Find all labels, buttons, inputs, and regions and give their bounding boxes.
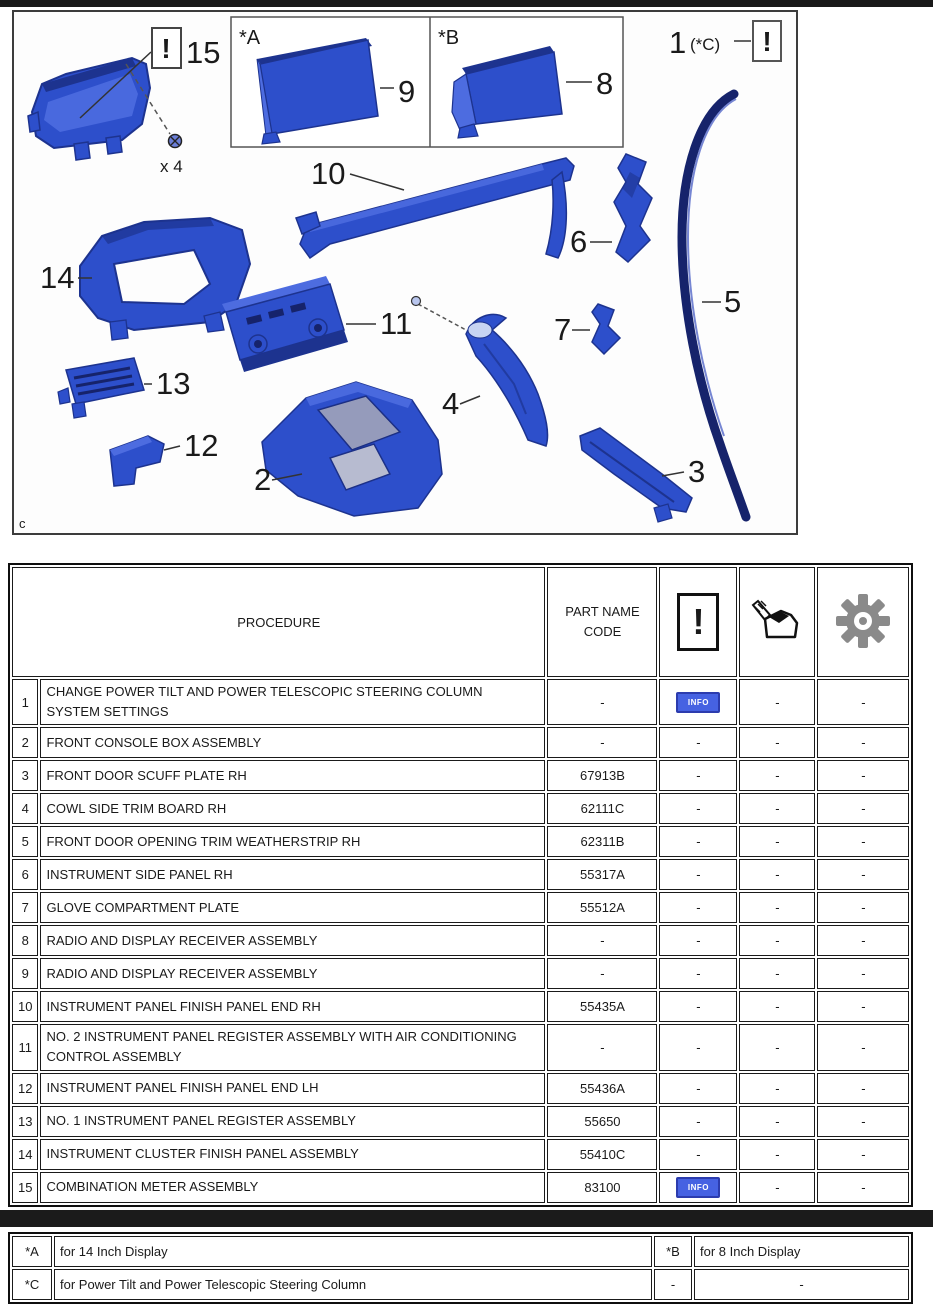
caution-glyph: ! [762,26,772,57]
info-button[interactable]: INFO [676,1177,720,1198]
lubricant-cell: - [739,727,815,758]
top-divider-bar [0,0,933,7]
info-button[interactable]: INFO [676,692,720,713]
diagram-label-3: 3 [688,454,706,489]
lubricant-cell: - [739,1172,815,1203]
procedure-cell: FRONT CONSOLE BOX ASSEMBLY [40,727,545,758]
diagram-label-5: 5 [724,284,742,319]
row-number: 5 [12,826,38,857]
caution-glyph: ! [161,33,171,64]
part-6-instrument-side-panel [614,154,652,262]
screw-count-label: x 4 [160,157,183,176]
caution-cell: - [659,859,737,890]
caution-cell: - [659,826,737,857]
procedure-cell: COMBINATION METER ASSEMBLY [40,1172,545,1203]
diagram-label-6: 6 [570,224,588,259]
lubricant-cell: - [739,1139,815,1170]
part-code-cell: - [547,925,657,956]
table-row [12,1073,909,1104]
table-row [12,1024,909,1070]
part-code-cell: - [547,958,657,989]
diagram-label-1: 1 [669,25,687,60]
row-number: 14 [12,1139,38,1170]
footnote-key: *C [12,1269,52,1300]
table-row [12,1172,909,1203]
footnote-desc: for Power Tilt and Power Telescopic Steering Column [54,1269,652,1300]
settings-cell: - [817,1024,909,1070]
table-row [12,859,909,890]
procedure-cell: FRONT DOOR SCUFF PLATE RH [40,760,545,791]
part-code-cell: - [547,679,657,725]
inset-b-label: *B [438,27,460,49]
table-row [12,727,909,758]
part-name-code-column-header [547,567,657,677]
part-code-cell: 62111C [547,793,657,824]
oil-can-icon [751,599,803,643]
part-12-finish-panel-end-lh [110,436,164,486]
lubricant-cell: - [739,1106,815,1137]
footnote-key: *B [654,1236,692,1267]
footnote-desc: for 14 Inch Display [54,1236,652,1267]
leader-12 [164,446,180,450]
footnote-desc: for 8 Inch Display [694,1236,909,1267]
parts-diagram [12,10,798,535]
procedure-cell: RADIO AND DISPLAY RECEIVER ASSEMBLY [40,958,545,989]
leader-3 [662,472,684,476]
procedure-cell: COWL SIDE TRIM BOARD RH [40,793,545,824]
caution-icon [677,593,719,651]
lubricant-cell: - [739,679,815,725]
settings-cell: - [817,859,909,890]
footnote-table [8,1232,913,1304]
part-code-cell: - [547,1024,657,1070]
leader-4 [460,396,480,404]
figure-corner-letter: c [19,516,26,531]
diagram-label-11: 11 [380,306,413,341]
settings-cell: - [817,1073,909,1104]
row-number: 4 [12,793,38,824]
caution-cell: - [659,793,737,824]
procedure-cell: RADIO AND DISPLAY RECEIVER ASSEMBLY [40,925,545,956]
settings-cell: - [817,727,909,758]
settings-cell: - [817,1139,909,1170]
part-code-cell: 55410C [547,1139,657,1170]
part-code-cell: 83100 [547,1172,657,1203]
procedure-cell: INSTRUMENT PANEL FINISH PANEL END RH [40,991,545,1022]
part-14-cluster-finish-panel [80,218,250,340]
lubricant-cell: - [739,760,815,791]
table-header-row [12,567,909,677]
row-number: 8 [12,925,38,956]
table-row [12,892,909,923]
lubricant-cell: - [739,793,815,824]
footnote-key: *A [12,1236,52,1267]
row-number: 3 [12,760,38,791]
caution-cell: - [659,1139,737,1170]
settings-column-header [817,567,909,677]
settings-cell: - [817,679,909,725]
diagram-label-14: 14 [40,260,75,295]
table-row [12,1106,909,1137]
lubricant-cell: - [739,892,815,923]
diagram-label-8: 8 [596,66,614,101]
caution-cell: - [659,958,737,989]
part-code-cell: 62311B [547,826,657,857]
exploded-view-illustration [14,12,796,533]
caution-cell [659,1172,737,1203]
part-code-cell: 55317A [547,859,657,890]
inset-a-label: *A [239,27,261,49]
lubricant-cell: - [739,925,815,956]
procedure-cell: INSTRUMENT CLUSTER FINISH PANEL ASSEMBLY [40,1139,545,1170]
lubricant-cell: - [739,859,815,890]
lubricant-cell: - [739,826,815,857]
table-row [12,793,909,824]
procedure-cell: NO. 1 INSTRUMENT PANEL REGISTER ASSEMBLY [40,1106,545,1137]
part-code-cell: 67913B [547,760,657,791]
part-name-code-label: PART NAME CODE [565,603,640,639]
footnote-row [12,1269,909,1300]
part-code-cell: 55435A [547,991,657,1022]
screw-icon [412,297,421,306]
part-code-cell: - [547,727,657,758]
diagram-label-7: 7 [554,312,572,347]
lubricant-cell: - [739,991,815,1022]
footnote-key: - [654,1269,692,1300]
procedure-table [8,563,913,1207]
table-row [12,760,909,791]
procedure-cell: CHANGE POWER TILT AND POWER TELESCOPIC STEERING COLUMN SYSTEM SETTINGS [40,679,545,725]
lubricant-cell: - [739,958,815,989]
settings-cell: - [817,991,909,1022]
caution-glyph: ! [692,601,705,642]
settings-cell: - [817,1172,909,1203]
row-number: 1 [12,679,38,725]
footnote-row [12,1236,909,1267]
caution-cell: - [659,1024,737,1070]
caution-cell: - [659,760,737,791]
table-row [12,679,909,725]
part-7-glove-compartment-plate [592,304,620,354]
row-number: 9 [12,958,38,989]
row-number: 2 [12,727,38,758]
diagram-label-15: 15 [186,35,221,70]
table-row [12,958,909,989]
part-code-cell: 55512A [547,892,657,923]
lubricant-cell: - [739,1024,815,1070]
leader-10 [350,174,404,190]
settings-cell: - [817,760,909,791]
table-row [12,991,909,1022]
diagram-label-2: 2 [254,462,272,497]
screw-leader-dashed [418,304,466,330]
row-number: 10 [12,991,38,1022]
part-code-cell: 55650 [547,1106,657,1137]
part-2-front-console-box [262,382,442,516]
caution-cell: - [659,991,737,1022]
table-row [12,826,909,857]
row-number: 11 [12,1024,38,1070]
caution-cell: - [659,1073,737,1104]
part-13-no1-register [58,358,144,418]
caution-cell [659,679,737,725]
caution-cell: - [659,892,737,923]
table-row [12,925,909,956]
diagram-label-12: 12 [184,428,219,463]
diagram-label-9: 9 [398,74,416,109]
procedure-cell: NO. 2 INSTRUMENT PANEL REGISTER ASSEMBLY WITH AIR CONDITIONING CONTROL ASSEMBLY [40,1024,545,1070]
settings-cell: - [817,892,909,923]
diagram-label-13: 13 [156,366,191,401]
diagram-label-1-ref: (*C) [690,35,721,54]
settings-cell: - [817,826,909,857]
row-number: 13 [12,1106,38,1137]
part-4-cowl-side-trim [466,315,548,446]
row-number: 7 [12,892,38,923]
diagram-label-4: 4 [442,386,460,421]
settings-cell: - [817,958,909,989]
settings-cell: - [817,1106,909,1137]
caution-cell: - [659,727,737,758]
caution-cell: - [659,1106,737,1137]
row-number: 15 [12,1172,38,1203]
part-3-door-scuff-plate [580,428,692,522]
section-divider-bar [0,1210,933,1227]
lubricant-cell: - [739,1073,815,1104]
lubricant-column-header [739,567,815,677]
procedure-table-body [12,679,909,1203]
row-number: 12 [12,1073,38,1104]
gear-icon [835,593,891,649]
diagram-label-10: 10 [311,156,346,191]
table-row [12,1139,909,1170]
procedure-cell: FRONT DOOR OPENING TRIM WEATHERSTRIP RH [40,826,545,857]
procedure-cell: INSTRUMENT PANEL FINISH PANEL END LH [40,1073,545,1104]
screw-icon [169,135,182,148]
settings-cell: - [817,793,909,824]
procedure-column-header: PROCEDURE [12,567,545,677]
caution-cell: - [659,925,737,956]
procedure-cell: GLOVE COMPARTMENT PLATE [40,892,545,923]
procedure-cell: INSTRUMENT SIDE PANEL RH [40,859,545,890]
settings-cell: - [817,925,909,956]
row-number: 6 [12,859,38,890]
footnote-desc: - [694,1269,909,1300]
caution-column-header [659,567,737,677]
part-code-cell: 55436A [547,1073,657,1104]
